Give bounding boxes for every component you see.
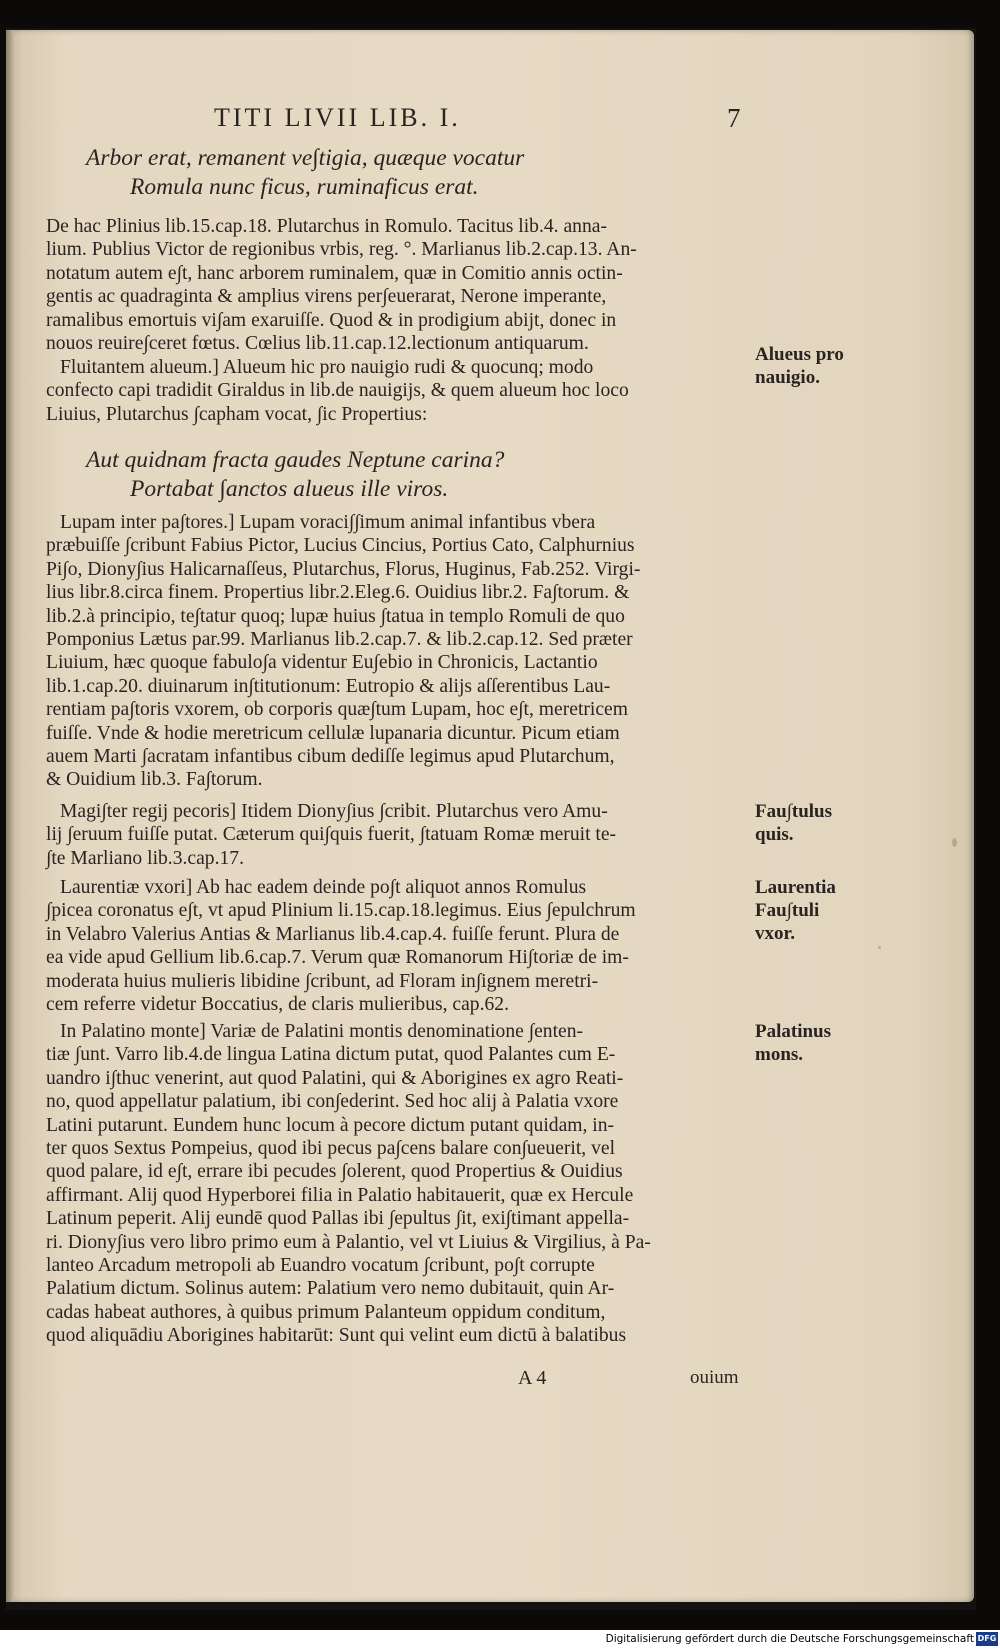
margin-note-palatinus bbox=[755, 1020, 831, 1066]
verse-line: Arbor erat, remanent ve∫tigia, quæque vocatur bbox=[86, 145, 525, 171]
commentary-paragraph-4 bbox=[46, 800, 746, 870]
running-title: TITI LIVII LIB. I. bbox=[214, 103, 461, 132]
verse-quotation-2 bbox=[86, 446, 766, 504]
text-line: Palatium dictum. Solinus autem: Palatium vero nemo dubitauit, quin Ar- bbox=[46, 1278, 615, 1300]
text-line: ramalibus emortuis vi∫am exaruiſſe. Quod & in prodigium abijt, donec in bbox=[46, 309, 617, 331]
margin-note-alueus bbox=[755, 343, 844, 389]
text-line: in Velabro Valerius Antias & Marlianus lib.4.cap.4. fuiſſe ferunt. Plura de bbox=[46, 923, 620, 945]
verse-line: Aut quidnam fracta gaudes Neptune carina? bbox=[86, 447, 505, 473]
text-line: ∫picea coronatus e∫t, vt apud Plinium li.15.cap.18.legimus. Eius ∫epulchrum bbox=[46, 900, 636, 922]
text-line: cem referre videtur Boccatius, de claris mulieribus, cap.62. bbox=[46, 993, 509, 1015]
text-line: rentiam pa∫toris vxorem, ob corporis quæ∫tum Lupam, hoc e∫t, meretricem bbox=[46, 699, 628, 721]
commentary-paragraph-3 bbox=[46, 511, 746, 792]
text-line: Liuium, hæc quoque fabulo∫a videntur Eu∫ebio in Chronicis, Lactantio bbox=[46, 652, 598, 674]
text-line: ri. Diony∫ius vero libro primo eum à Palantio, vel vt Liuius & Virgilius, à Pa- bbox=[46, 1231, 651, 1253]
margin-note-line: vxor. bbox=[755, 923, 795, 944]
signature-mark: A 4 bbox=[518, 1367, 547, 1389]
page-number: 7 bbox=[727, 103, 741, 133]
margin-note-line: Palatinus bbox=[755, 1021, 832, 1042]
funding-credit: Digitalisierung gefördert durch die Deutsche Forschungsgemeinschaft bbox=[605, 1633, 974, 1645]
page-header bbox=[0, 103, 1000, 135]
commentary-paragraph-5 bbox=[46, 876, 746, 1016]
margin-note-faustulus bbox=[755, 800, 832, 846]
text-line: Magi∫ter regij pecoris] Itidem Diony∫ius ∫cribit. Plutarchus vero Amu- bbox=[60, 801, 608, 822]
text-line: & Ouidium lib.3. Fa∫torum. bbox=[46, 769, 263, 791]
text-line: ea vide apud Gellium lib.6.cap.7. Verum quæ Romanorum Hi∫toriæ de im- bbox=[46, 947, 629, 969]
margin-note-line: quis. bbox=[755, 824, 794, 845]
text-line: ∫te Marliano lib.3.cap.17. bbox=[46, 847, 244, 869]
text-line: nouos reuire∫ceret fœtus. Cœlius lib.11.cap.12.lectionum antiquarum. bbox=[46, 332, 589, 354]
text-line: Pomponius Lætus par.99. Marlianus lib.2.cap.7. & lib.2.cap.12. Sed præter bbox=[46, 628, 633, 650]
text-line: quod palare, id e∫t, errare ibi pecudes ∫olerent, quod Propertius & Ouidius bbox=[46, 1161, 623, 1183]
text-line: Fluitantem alueum.] Alueum hic pro nauigio rudi & quocunq; modo bbox=[60, 357, 594, 378]
text-line: gentis ac quadraginta & amplius virens per∫euerarat, Nerone imperante, bbox=[46, 286, 607, 308]
text-line: lium. Publius Victor de regionibus vrbis, reg. °. Marlianus lib.2.cap.13. An- bbox=[46, 239, 637, 261]
margin-note-line: Fau∫tuli bbox=[755, 900, 820, 921]
verse-line: Portabat ∫anctos alueus ille viros. bbox=[130, 476, 449, 502]
dfg-logo-icon: DFG bbox=[976, 1632, 998, 1646]
text-line: In Palatino monte] Variæ de Palatini montis denominatione ∫enten- bbox=[60, 1021, 584, 1042]
text-line: Latinum peperit. Alij eundē quod Pallas ibi ∫epultus ∫it, exi∫timant appella- bbox=[46, 1208, 630, 1230]
margin-note-laurentia bbox=[755, 876, 836, 945]
text-line: tiæ ∫unt. Varro lib.4.de lingua Latina dictum putat, quod Palantes cum E- bbox=[46, 1044, 616, 1066]
catchword: ouium bbox=[690, 1367, 739, 1388]
text-line: notatum autem e∫t, hanc arborem ruminalem, quæ in Comitio annis octin- bbox=[46, 262, 623, 284]
text-line: Laurentiæ vxori] Ab hac eadem deinde po∫t aliquot annos Romulus bbox=[60, 877, 587, 898]
commentary-paragraph-2 bbox=[46, 356, 746, 426]
text-line: præbuiſſe ∫cribunt Fabius Pictor, Lucius Cincius, Portius Cato, Calphurnius bbox=[46, 535, 635, 557]
text-line: De hac Plinius lib.15.cap.18. Plutarchus in Romulo. Tacitus lib.4. anna- bbox=[46, 216, 607, 237]
margin-note-line: Laurentia bbox=[755, 877, 836, 898]
paper-stain bbox=[952, 838, 957, 847]
text-line: Lupam inter pa∫tores.] Lupam voraci∫∫imum animal infantibus vbera bbox=[60, 512, 596, 533]
paper-stain bbox=[878, 946, 881, 949]
text-line: lanteo Arcadum metropoli ab Euandro vocatum ∫cribunt, po∫t corrupte bbox=[46, 1254, 595, 1276]
text-line: cadas habeat authores, à quibus primum Palanteum oppidum conditum, bbox=[46, 1301, 606, 1323]
text-line: quod aliquādiu Aborigines habitarūt: Sunt qui velint eum dictū à balatibus bbox=[46, 1325, 627, 1347]
text-line: moderata huius mulieris libidine ∫cribunt, ad Floram in∫ignem meretri- bbox=[46, 970, 599, 992]
text-line: ter quos Sextus Pompeius, quod ibi pecus pa∫cens balare con∫ueuerit, vel bbox=[46, 1137, 616, 1159]
margin-note-line: Fau∫tulus bbox=[755, 801, 833, 822]
margin-note-line: mons. bbox=[755, 1044, 804, 1065]
verse-line: Romula nunc ficus, ruminaficus erat. bbox=[130, 174, 479, 200]
verse-quotation-1 bbox=[86, 144, 766, 202]
text-line: Liuius, Plutarchus ∫capham vocat, ∫ic Propertius: bbox=[46, 403, 428, 425]
text-line: Pi∫o, Diony∫ius Halicarnaſſeus, Plutarchus, Florus, Huginus, Fab.252. Virgi- bbox=[46, 558, 641, 580]
text-line: auem Marti ∫acratam infantibus cibum dediſſe legimus apud Plutarchum, bbox=[46, 745, 615, 767]
text-line: lius libr.8.circa finem. Propertius libr.2.Eleg.6. Ouidius libr.2. Fa∫torum. & bbox=[46, 582, 630, 604]
text-line: lib.1.cap.20. diuinarum in∫titutionum: Eutropio & alijs aſſerentibus Lau- bbox=[46, 675, 611, 697]
text-line: lij ∫eruum fuiſſe putat. Cæterum qui∫quis fuerit, ∫tatuam Romæ meruit te- bbox=[46, 824, 617, 846]
text-line: lib.2.à principio, te∫tatur quoq; lupæ huius ∫tatua in templo Romuli de quo bbox=[46, 605, 625, 627]
text-line: fuiſſe. Vnde & hodie meretricum cellulæ lupanaria dicuntur. Picum etiam bbox=[46, 722, 620, 744]
commentary-paragraph-6 bbox=[46, 1020, 746, 1347]
page-gutter bbox=[6, 30, 14, 1602]
margin-note-line: nauigio. bbox=[755, 367, 820, 388]
text-line: Latini putarunt. Eundem hunc locum à pecore dictum putant quidam, in- bbox=[46, 1114, 615, 1136]
text-line: no, quod appellatur palatium, ibi con∫ederint. Sed hoc alij à Palatia vxore bbox=[46, 1091, 619, 1113]
text-line: affirmant. Alij quod Hyperborei filia in Palatio habitauerit, quæ ex Hercule bbox=[46, 1184, 634, 1206]
text-line: confecto capi tradidit Giraldus in lib.de nauigijs, & quem alueum hoc loco bbox=[46, 380, 629, 402]
commentary-paragraph-1 bbox=[46, 215, 746, 355]
text-line: uandro i∫thuc venerint, aut quod Palatini, qui & Aborigines ex agro Reati- bbox=[46, 1067, 624, 1089]
margin-note-line: Alueus pro bbox=[755, 344, 844, 365]
